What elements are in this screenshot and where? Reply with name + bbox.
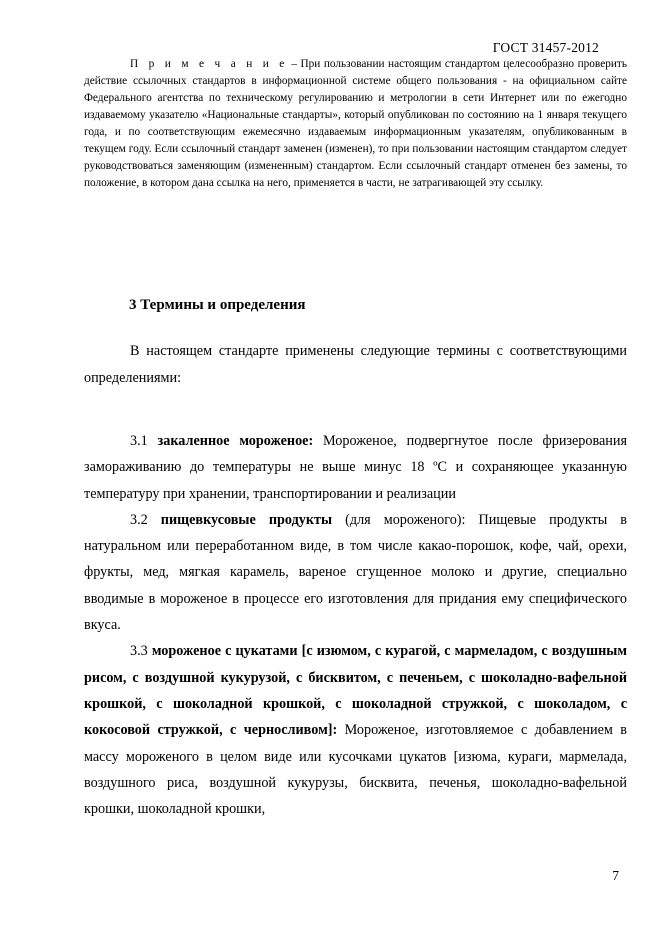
note-paragraph (84, 56, 627, 192)
term-name: пищевкусовые продукты (160, 511, 333, 528)
section-intro-block (84, 338, 627, 391)
terms-list (84, 428, 627, 822)
note-block (84, 56, 627, 192)
term-definition: Мороженое, изготовляемое с добавлением в массу мороженого в целом виде или кусочками цукатов [изюма, кураги, мармелада, воздушного риса, воздушной кукурузы, бисквита, печенья, шоколадно-вафельной крошки, шоколадной крошки, (84, 722, 627, 818)
term-name: мороженое с цукатами [с изюмом, с курагой, с мармеладом, с воздушным рисом, с воздушной кукурузой, с бисквитом, с печеньем, с шоколадно-вафельной крошкой, с шоколадной крошкой, с шоколадной стружкой, с шоколадом, с кокосовой стружкой, с черносливом]: (84, 643, 627, 739)
term-definition: (для мороженого): Пищевые продукты в натуральном или переработанном виде, в том числе какао-порошок, кофе, чай, орехи, фрукты, мед, мягкая карамель, вареное сгущенное молоко и другие, специально вводимые в мороженое в процессе его изготовления для придания ему специфического вкуса. (84, 511, 628, 634)
note-text: – При пользовании настоящим стандартом целесообразно проверить действие ссылочных стандартов в информационной системе общего пользования - на официальном сайте Федерального агентства по техническому регулированию и метрологии в сети Интернет или по ежегодно издаваемому указателю «Национальные стандарты», который опубликован по состоянию на 1 января текущего года, и по соответствующим ежемесячно издаваемым информационным указателям, опубликованным в текущем году. Если ссылочный стандарт заменен (изменен), то при пользовании настоящим стандартом следует руководствоваться заменяющим (измененным) стандартом. Если ссылочный стандарт отменен без замены, то положение, в котором дана ссылка на него, применяется в части, не затрагивающей эту ссылку. (84, 58, 627, 189)
page-number: 7 (612, 868, 619, 883)
term-definition: Мороженое, подвергнутое после фризерования замораживанию до температуры не выше минус 18 ºС и сохраняющее указанную температуру при хранении, транспортировании и реализации (84, 433, 628, 502)
term-entry (84, 638, 627, 822)
term-entry (84, 507, 627, 638)
section-title: 3 Термины и определения (129, 297, 306, 313)
term-number: 3.2 (130, 511, 161, 528)
note-label: П р и м е ч а н и е (130, 58, 288, 70)
term-number: 3.1 (130, 433, 158, 449)
term-number: 3.3 (130, 643, 152, 660)
document-code: ГОСТ 31457-2012 (492, 40, 599, 55)
term-entry (84, 428, 627, 507)
section-intro: В настоящем стандарте применены следующие термины с соответствующими определениями: (84, 343, 627, 386)
term-name: закаленное мороженое: (157, 433, 314, 449)
